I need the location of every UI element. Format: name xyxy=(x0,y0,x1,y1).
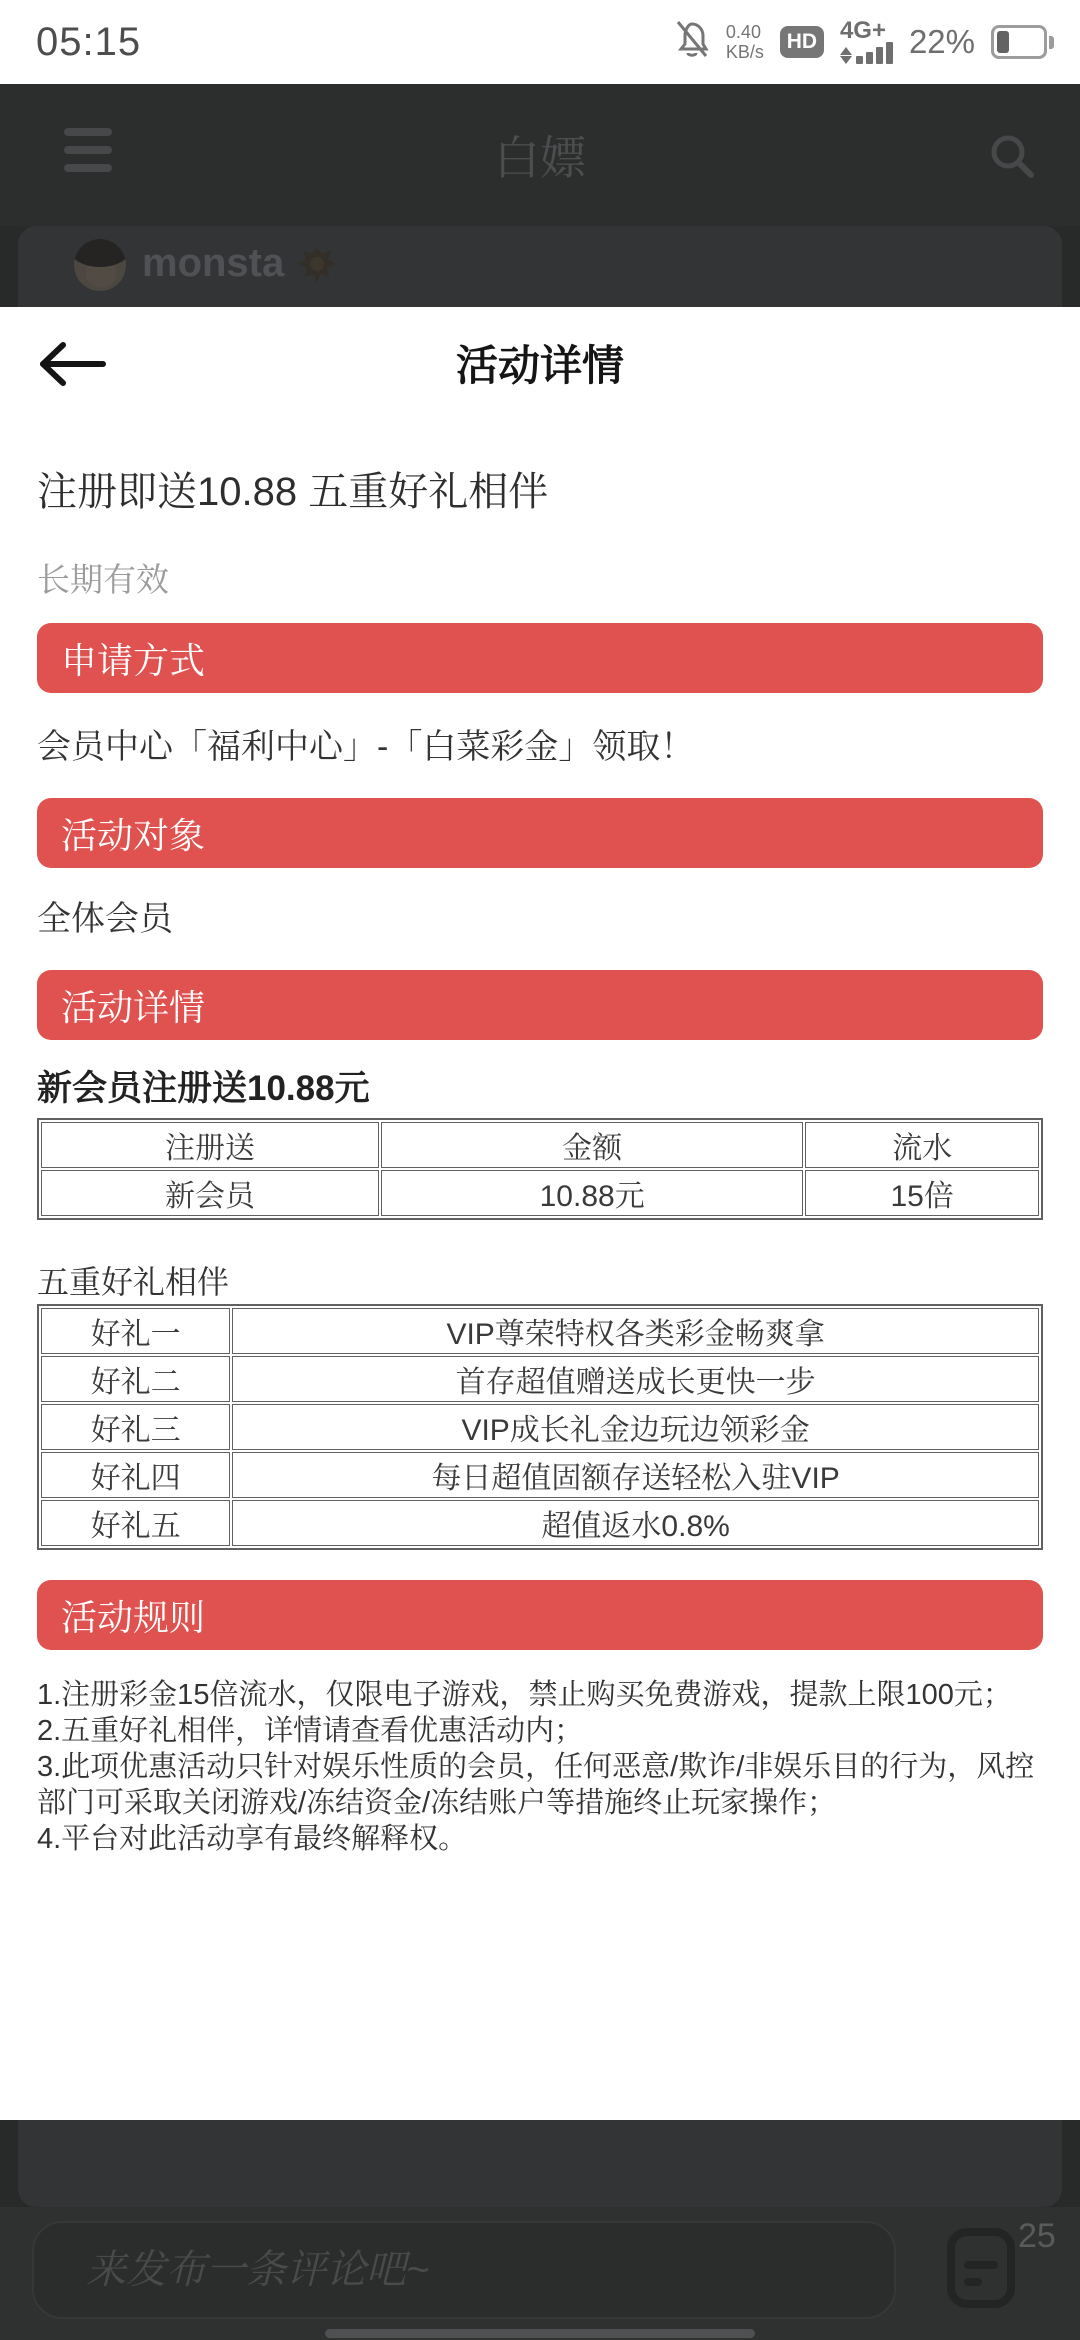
section-banner-apply: 申请方式 xyxy=(37,623,1043,693)
level-badge-icon xyxy=(294,244,340,291)
battery-icon xyxy=(991,25,1054,59)
cell: VIP尊荣特权各类彩金畅爽拿 xyxy=(232,1308,1039,1354)
table-row xyxy=(41,1356,1039,1402)
table-row xyxy=(41,1452,1039,1498)
status-bar xyxy=(0,0,1080,84)
post-card xyxy=(18,226,1062,307)
section-banner-details: 活动详情 xyxy=(37,970,1043,1040)
app-header xyxy=(0,84,1080,226)
comment-bubble-icon[interactable] xyxy=(946,2227,1016,2309)
cell: 好礼一 xyxy=(41,1308,230,1354)
home-indicator[interactable] xyxy=(325,2329,755,2338)
search-icon[interactable] xyxy=(988,132,1036,185)
app-title: 白嫖 xyxy=(494,132,586,184)
rules-list xyxy=(37,1677,1043,1857)
network-speed xyxy=(726,22,764,62)
page-title: 活动详情 xyxy=(455,342,624,389)
sheet-header xyxy=(37,307,1043,420)
cell: 首存超值赠送成长更快一步 xyxy=(232,1356,1039,1402)
signal-bars-icon xyxy=(839,17,893,64)
table-row xyxy=(41,1404,1039,1450)
cell: 15倍 xyxy=(805,1170,1039,1216)
net-speed-unit: KB/s xyxy=(725,42,764,62)
cell: 好礼三 xyxy=(41,1404,230,1450)
comment-bar xyxy=(0,2207,1080,2340)
cell: 新会员 xyxy=(41,1170,379,1216)
avatar xyxy=(74,239,126,291)
table-header-row xyxy=(41,1122,1039,1168)
header-cell: 金额 xyxy=(381,1122,803,1168)
post-card-bottom xyxy=(18,2120,1062,2207)
comment-input[interactable] xyxy=(32,2221,896,2319)
rule-item: 3.此项优惠活动只针对娱乐性质的会员，任何恶意/欺诈/非娱乐目的行为，风控部门可采取关闭游戏/冻结资金/冻结账户等措施终止玩家操作； xyxy=(37,1751,1035,1819)
net-speed-value: 0.40 xyxy=(725,22,761,42)
clock: 05:15 xyxy=(36,19,142,64)
comment-count: 25 xyxy=(1018,2217,1056,2255)
bell-off-icon xyxy=(674,20,710,65)
cell: 好礼四 xyxy=(41,1452,230,1498)
register-bonus-table xyxy=(37,1118,1043,1220)
table-row xyxy=(41,1500,1039,1546)
cell: 好礼五 xyxy=(41,1500,230,1546)
section-banner-rules: 活动规则 xyxy=(37,1580,1043,1650)
table-row xyxy=(41,1308,1039,1354)
cell: 每日超值固额存送轻松入驻VIP xyxy=(232,1452,1039,1498)
cell: 好礼二 xyxy=(41,1356,230,1402)
section-banner-target: 活动对象 xyxy=(37,798,1043,868)
gifts-heading: 五重好礼相伴 xyxy=(37,1264,230,1300)
hd-badge: HD xyxy=(780,26,824,58)
table-row xyxy=(41,1170,1039,1216)
promo-heading: 注册即送10.88 五重好礼相伴 xyxy=(37,470,549,514)
cell: 10.88元 xyxy=(381,1170,803,1216)
rule-item: 4.平台对此活动享有最终解释权。 xyxy=(37,1823,468,1855)
validity-text: 长期有效 xyxy=(37,561,169,598)
apply-method-text: 会员中心「福利中心」-「白菜彩金」领取！ xyxy=(37,728,695,766)
rule-item: 1.注册彩金15倍流水，仅限电子游戏，禁止购买免费游戏，提款上限100元； xyxy=(37,1679,1012,1711)
header-cell: 注册送 xyxy=(41,1122,379,1168)
gifts-table xyxy=(37,1304,1043,1550)
details-heading: 新会员注册送10.88元 xyxy=(37,1069,370,1108)
cell: VIP成长礼金边玩边领彩金 xyxy=(232,1404,1039,1450)
cell: 超值返水0.8% xyxy=(232,1500,1039,1546)
status-icons xyxy=(674,17,1054,65)
activity-detail-sheet xyxy=(0,307,1080,2120)
network-type: 4G+ xyxy=(839,17,886,44)
target-text: 全体会员 xyxy=(37,900,173,938)
rule-item: 2.五重好礼相伴，详情请查看优惠活动内； xyxy=(37,1715,584,1747)
header-cell: 流水 xyxy=(805,1122,1039,1168)
battery-percent: 22% xyxy=(908,23,975,60)
username: monsta xyxy=(142,241,285,285)
